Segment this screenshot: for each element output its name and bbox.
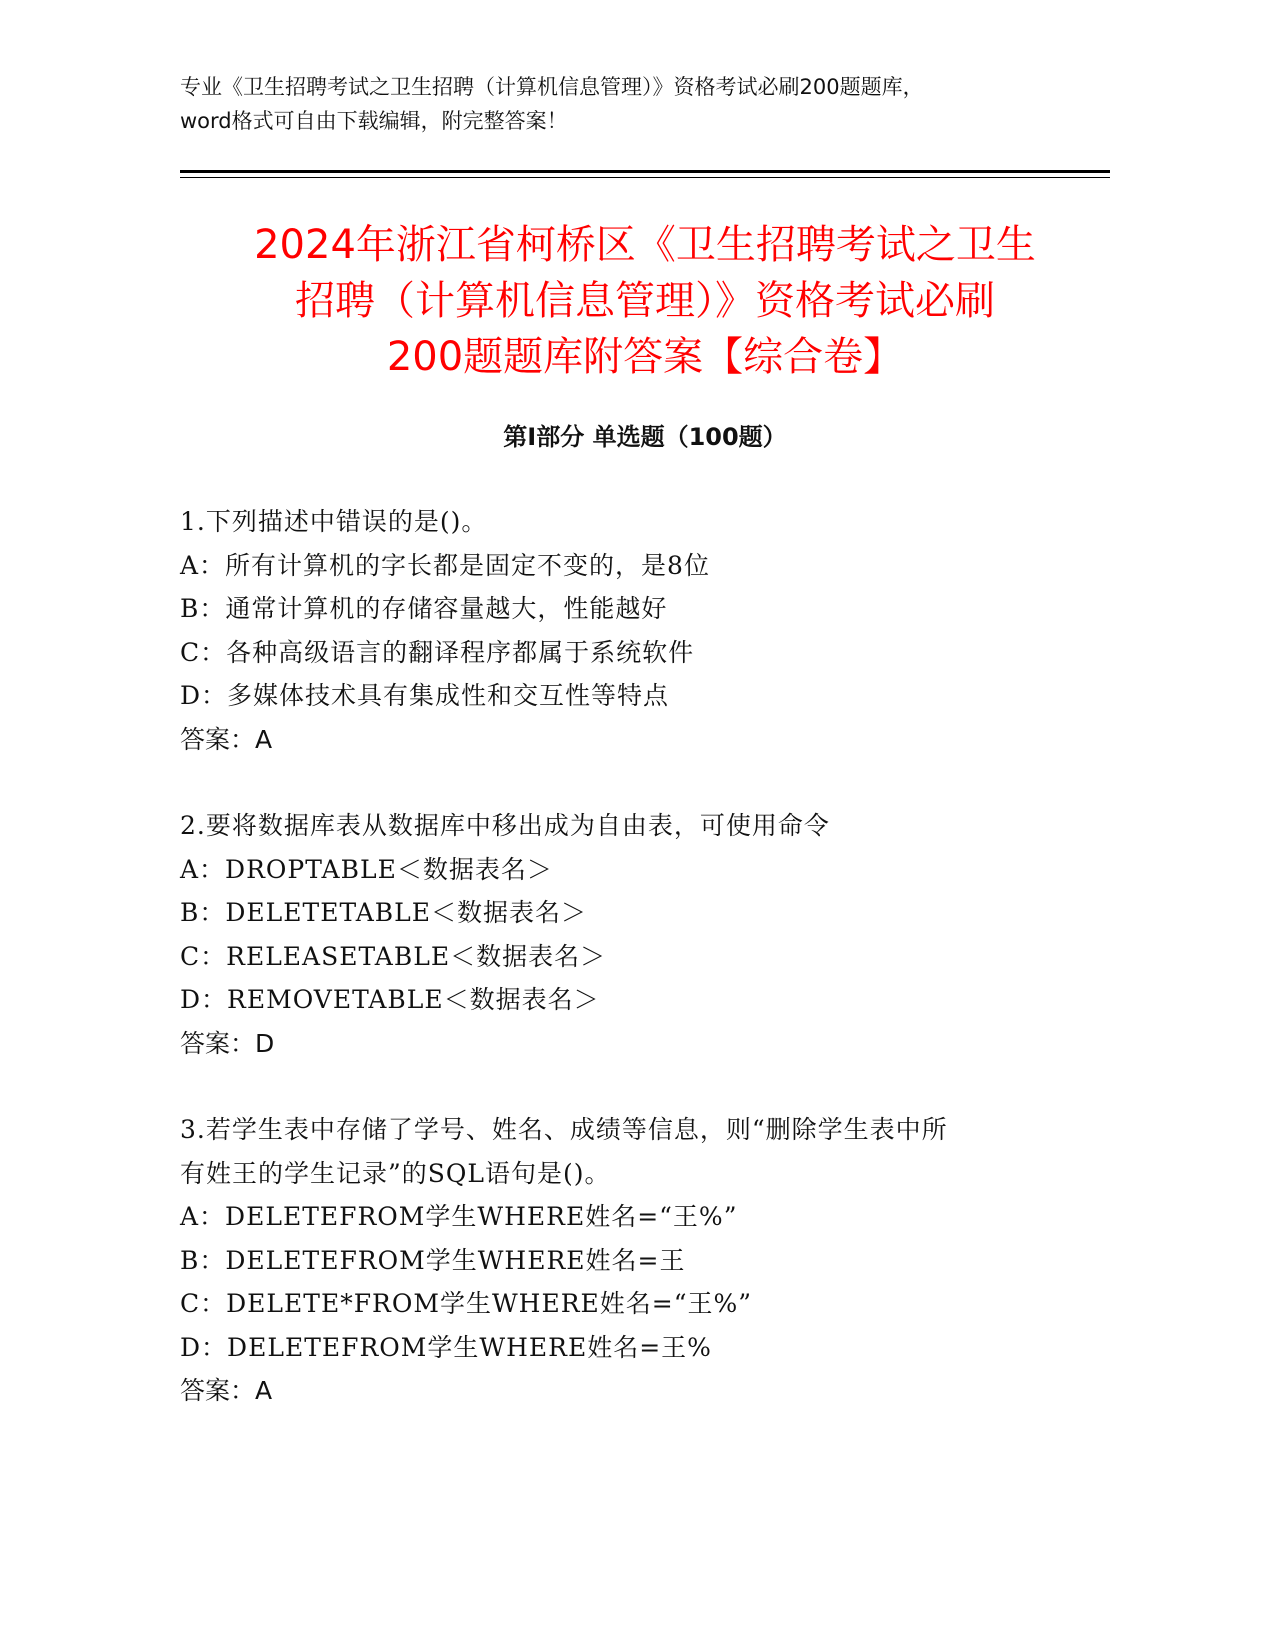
- option-c: C：DELETE*FROM学生WHERE姓名=“王%”: [180, 1289, 753, 1318]
- question-stem: 1.下列描述中错误的是()。: [180, 507, 488, 536]
- document-title-line-2: 招聘（计算机信息管理）》资格考试必刷: [295, 278, 995, 324]
- option-a: A：DELETEFROM学生WHERE姓名=“王%”: [180, 1202, 738, 1231]
- answer: 答案：A: [180, 1376, 273, 1405]
- question-2: [180, 804, 1110, 1065]
- document-title-line-1: 2024年浙江省柯桥区《卫生招聘考试之卫生: [254, 222, 1036, 268]
- section-heading: 第Ⅰ部分 单选题（100题）: [503, 423, 787, 451]
- header-note-line-1: 专业《卫生招聘考试之卫生招聘（计算机信息管理）》资格考试必刷200题题库，: [180, 75, 924, 99]
- option-b: B：通常计算机的存储容量越大，性能越好: [180, 594, 668, 623]
- header-divider-thick: [180, 170, 1110, 173]
- document-title-line-3: 200题题库附答案【综合卷】: [386, 334, 904, 380]
- option-d: D：REMOVETABLE＜数据表名＞: [180, 985, 600, 1014]
- question-stem-line-2: 有姓王的学生记录”的SQL语句是()。: [180, 1158, 611, 1188]
- header-note-line-2: word格式可自由下载编辑，附完整答案！: [180, 109, 568, 133]
- question-list: [180, 500, 1110, 1456]
- question-3: [180, 1108, 1110, 1413]
- question-1: [180, 500, 1110, 761]
- option-c: C：RELEASETABLE＜数据表名＞: [180, 941, 607, 971]
- option-c: C：各种高级语言的翻译程序都属于系统软件: [180, 637, 695, 667]
- option-a: A：所有计算机的字长都是固定不变的，是8位: [180, 550, 710, 580]
- question-stem: 2.要将数据库表从数据库中移出成为自由表，可使用命令: [180, 811, 830, 840]
- option-d: D：DELETEFROM学生WHERE姓名=王%: [180, 1332, 712, 1362]
- answer: 答案：A: [180, 724, 273, 754]
- answer: 答案：D: [180, 1028, 275, 1058]
- option-a: A：DROPTABLE＜数据表名＞: [180, 854, 553, 884]
- document-title: [150, 217, 1140, 385]
- option-b: B：DELETETABLE＜数据表名＞: [180, 898, 588, 927]
- question-stem-line-1: 3.若学生表中存储了学号、姓名、成绩等信息，则“删除学生表中所: [180, 1115, 948, 1144]
- header-note: [180, 70, 1110, 138]
- option-d: D：多媒体技术具有集成性和交互性等特点: [180, 681, 670, 710]
- option-b: B：DELETEFROM学生WHERE姓名=王: [180, 1245, 686, 1275]
- header-divider-thin: [180, 177, 1110, 178]
